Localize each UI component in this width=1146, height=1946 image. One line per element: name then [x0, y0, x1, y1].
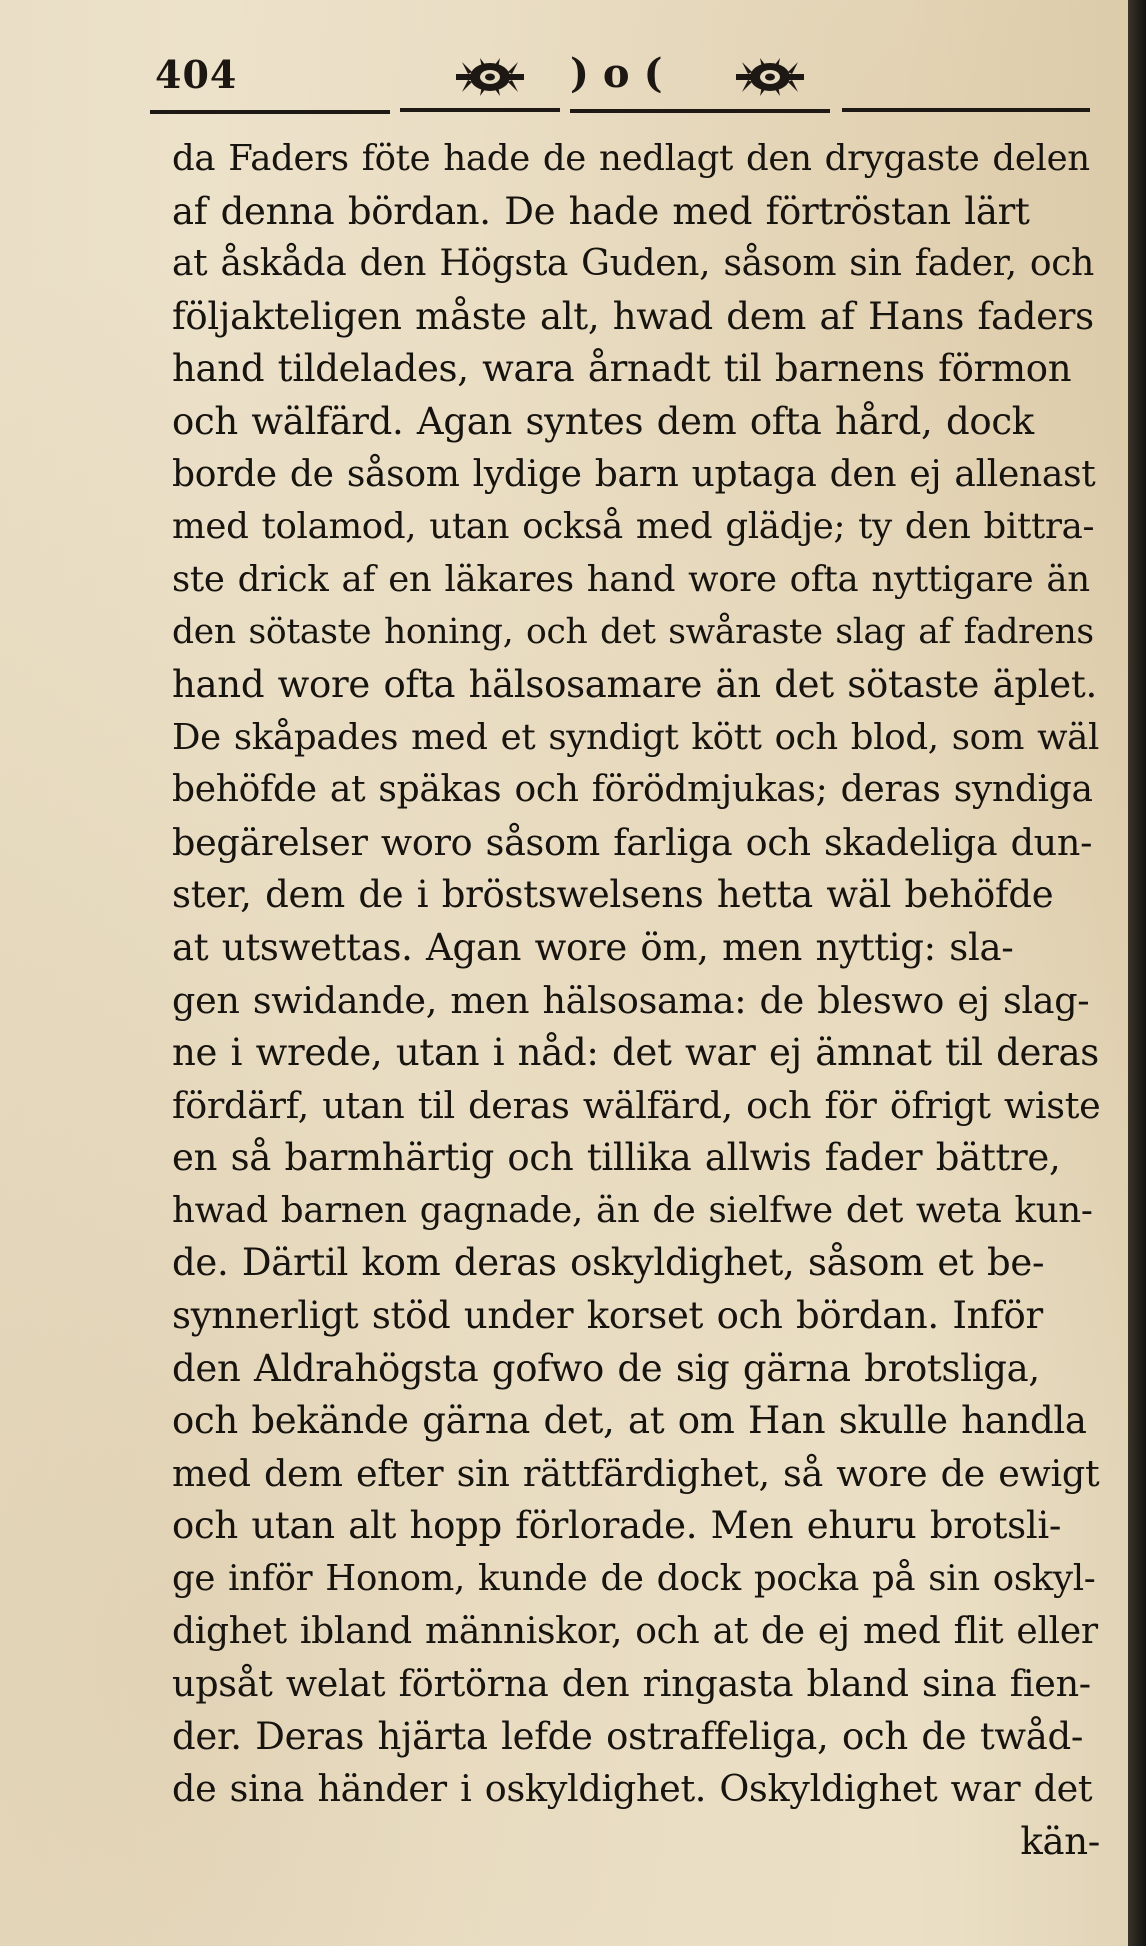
text-line: at åskåda den Högsta Guden, såsom sin fader, och	[172, 243, 1095, 285]
text-line: och wälfärd. Agan syntes dem ofta hård, dock	[172, 399, 1034, 443]
text-line: följakteligen måste alt, hwad dem af Hans faders	[172, 294, 1094, 338]
text-line: gen swidande, men hälsosama: de bleswo ej slag-	[172, 978, 1090, 1022]
text-line: De skåpades med et syndigt kött och blod, som wäl	[172, 716, 1100, 758]
printers-ornament-left-icon	[450, 54, 530, 100]
text-line: ge inför Honom, kunde de dock pocka på sin oskyl-	[172, 1558, 1096, 1600]
text-line: behöfde at späkas och förödmjukas; deras syndiga	[172, 769, 1093, 811]
text-line: at utswettas. Agan wore öm, men nyttig: sla-	[172, 925, 1014, 969]
text-line: en så barmhärtig och tillika allwis fader bättre,	[172, 1136, 1061, 1180]
text-line: upsåt welat förtörna den ringasta bland sina fien-	[172, 1662, 1091, 1706]
text-line: synnerligt stöd under korset och bördan. Inför	[172, 1294, 1043, 1338]
text-line: ste drick af en läkares hand wore ofta nyttigare än	[172, 558, 1090, 600]
text-line: och bekände gärna det, at om Han skulle handla	[172, 1399, 1087, 1443]
text-line: ster, dem de i bröstswelsens hetta wäl behöfde	[172, 873, 1054, 917]
text-line: den sötaste honing, och det swåraste slag af fadrens	[172, 612, 1094, 653]
header-center-mark: )o(	[570, 50, 677, 97]
text-line: af denna bördan. De hade med förtröstan lärt	[172, 189, 1030, 233]
text-line: dighet ibland människor, och at de ej med flit eller	[172, 1610, 1098, 1652]
text-line: hand tildelades, wara årnadt til barnens förmon	[172, 347, 1072, 391]
catchword: kän-	[1020, 1820, 1100, 1863]
page-number: 404	[155, 52, 238, 97]
text-line: de. Därtil kom deras oskyldighet, såsom et be-	[172, 1241, 1045, 1285]
text-line: hand wore ofta hälsosamare än det sötaste äplet.	[172, 662, 1097, 706]
text-line: den Aldrahögsta gofwo de sig gärna brotsliga,	[172, 1346, 1040, 1390]
text-line: begärelser woro såsom farliga och skadeliga dun-	[172, 820, 1093, 864]
header-rule	[150, 108, 1090, 114]
text-line: ne i wrede, utan i nåd: det war ej ämnat til deras	[172, 1031, 1099, 1075]
page-edge	[1128, 0, 1146, 1946]
text-line: de sina händer i oskyldighet. Oskyldighet war det	[172, 1767, 1093, 1811]
text-line: der. Deras hjärta lefde ostraffeliga, och de twåd-	[172, 1714, 1084, 1758]
body-text	[172, 133, 1100, 1869]
text-line: med dem efter sin rättfärdighet, så wore de ewigt	[172, 1451, 1100, 1495]
text-line: borde de såsom lydige barn uptaga den ej allenast	[172, 453, 1096, 495]
text-line: da Faders föte hade de nedlagt den drygaste delen	[172, 138, 1090, 179]
printers-ornament-right-icon	[730, 54, 810, 100]
text-line: hwad barnen gagnade, än de sielfwe det weta kun-	[172, 1189, 1093, 1231]
text-line: och utan alt hopp förlorade. Men ehuru brotsli-	[172, 1504, 1062, 1548]
text-line: med tolamod, utan också med glädje; ty den bittra-	[172, 506, 1095, 548]
text-line: fördärf, utan til deras wälfärd, och för öfrigt wiste	[172, 1083, 1101, 1127]
